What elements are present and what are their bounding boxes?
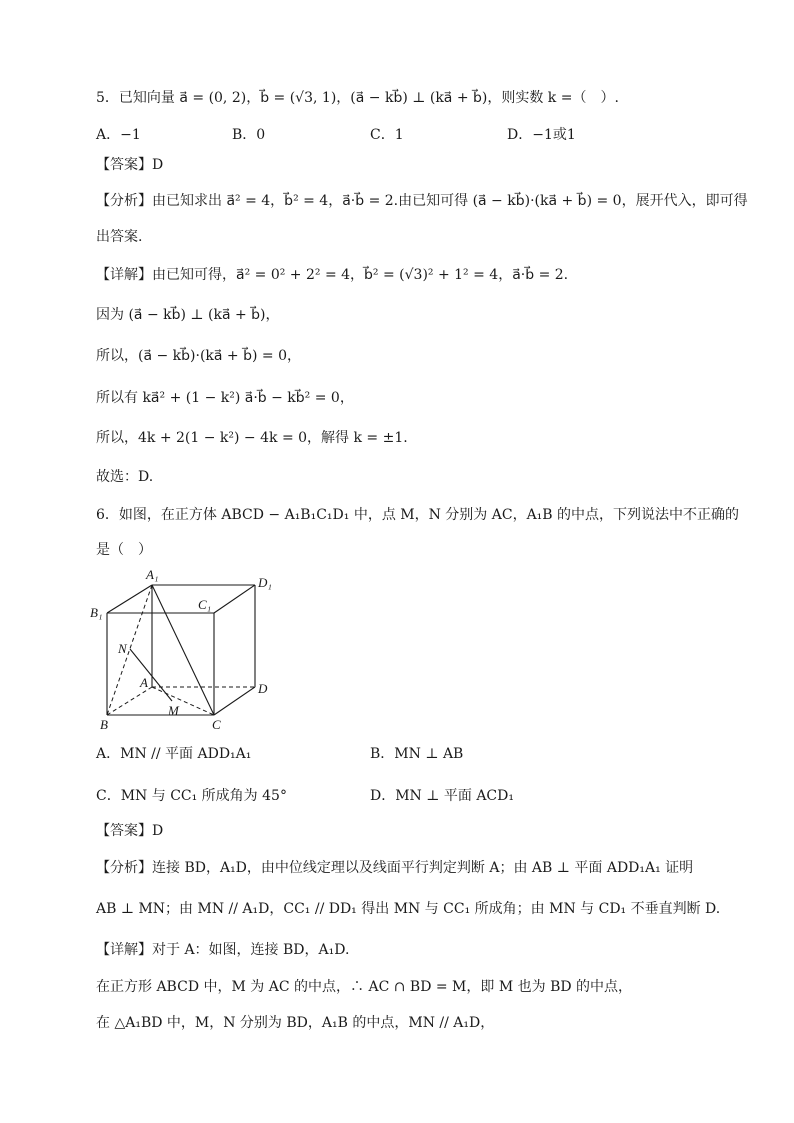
q6-analysis-line-2: AB ⊥ MN；由 MN // A₁D，CC₁ // DD₁ 得出 MN 与 CC₁ 所成角；由 MN 与 CD₁ 不垂直判断 D. <box>96 901 721 917</box>
hidden-segment-a-c <box>152 687 214 715</box>
q5-detail-line-1: 【详解】由已知可得，a⃗² = 0² + 2² = 4，b⃗² = (√3)² + 1² = 4，a⃗·b⃗ = 2. <box>96 267 569 283</box>
q6-analysis-line-1: 【分析】连接 BD，A₁D，由中位线定理以及线面平行判定判断 A；由 AB ⊥ 平面 ADD₁A₁ 证明 <box>96 860 694 876</box>
q5-stem: 5．已知向量 a⃗ = (0, 2)，b⃗ = (√3, 1)，(a⃗ − kb⃗) ⊥ (ka⃗ + b⃗)，则实数 k =（ ）. <box>96 90 619 106</box>
q5-answer: 【答案】D <box>96 157 164 173</box>
edge-b1-a1 <box>107 585 152 613</box>
q6-detail-line-1: 【详解】对于 A：如图，连接 BD，A₁D. <box>96 942 350 958</box>
q6-answer: 【答案】D <box>96 823 164 839</box>
label-m: M <box>168 703 179 718</box>
q5-detail-line-5: 所以，4k + 2(1 − k²) − 4k = 0，解得 k = ±1. <box>96 430 408 446</box>
q5-detail-line-3: 所以，(a⃗ − kb⃗)·(ka⃗ + b⃗) = 0， <box>96 348 301 364</box>
q5-detail-line-4: 所以有 ka⃗² + (1 − k²) a⃗·b⃗ − kb⃗² = 0， <box>96 390 354 406</box>
q6-choice-c: C．MN 与 CC₁ 所成角为 45° <box>96 788 287 804</box>
q5-conclusion: 故选：D. <box>96 469 154 485</box>
q5-detail-line-2: 因为 (a⃗ − kb⃗) ⊥ (ka⃗ + b⃗)， <box>96 307 280 323</box>
q5-choice-b: B．0 <box>232 127 266 143</box>
label-a: A <box>140 675 148 690</box>
q6-stem-line-2: 是（ ） <box>96 542 152 558</box>
label-b: B <box>100 717 108 732</box>
label-b1: B₁ <box>90 605 103 620</box>
label-n: N <box>118 641 127 656</box>
hidden-segment-a1-b <box>107 585 152 715</box>
label-c: C <box>212 717 221 732</box>
q5-choice-d: D．−1或1 <box>507 127 576 143</box>
q5-analysis-line-2: 出答案. <box>96 229 143 245</box>
q6-detail-line-3: 在 △A₁BD 中，M，N 分别为 BD，A₁B 的中点，MN // A₁D， <box>96 1015 495 1031</box>
label-d1: D₁ <box>258 575 272 590</box>
q6-choice-d: D．MN ⊥ 平面 ACD₁ <box>370 788 514 804</box>
label-c1: C₁ <box>198 597 212 612</box>
q5-analysis-line-1: 【分析】由已知求出 a⃗² = 4，b⃗² = 4，a⃗·b⃗ = 2.由已知可得 (a⃗ − kb⃗)·(ka⃗ + b⃗) = 0，展开代入，即可得 <box>96 193 748 209</box>
edge-c1-d1 <box>214 585 255 613</box>
q5-choice-a: A．−1 <box>96 127 141 143</box>
label-a1: A₁ <box>146 567 159 582</box>
label-d: D <box>258 681 268 696</box>
edge-c-d <box>214 687 255 715</box>
q6-detail-line-2: 在正方形 ABCD 中，M 为 AC 的中点，∴ AC ∩ BD = M，即 M 也为 BD 的中点， <box>96 979 633 995</box>
q6-stem-line-1: 6．如图，在正方体 ABCD − A₁B₁C₁D₁ 中，点 M，N 分别为 AC，A₁B 的中点，下列说法中不正确的 <box>96 507 740 523</box>
hidden-edge-b-a <box>107 687 152 715</box>
q6-choice-a: A．MN // 平面 ADD₁A₁ <box>96 746 252 762</box>
q5-choice-c: C．1 <box>370 127 404 143</box>
cube-figure <box>90 565 290 735</box>
q6-choice-b: B．MN ⊥ AB <box>370 746 464 762</box>
